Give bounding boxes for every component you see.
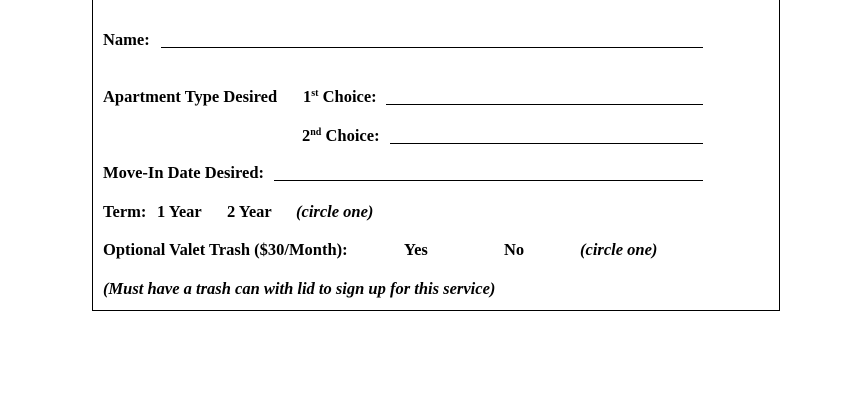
name-label: Name: bbox=[103, 30, 150, 49]
second-choice-field[interactable] bbox=[392, 124, 701, 142]
term-option-1-year[interactable]: 1 Year bbox=[157, 202, 202, 221]
move-in-date-field[interactable] bbox=[276, 161, 701, 179]
trash-can-note: (Must have a trash can with lid to sign up for this service) bbox=[103, 279, 496, 298]
term-circle-note: (circle one) bbox=[296, 202, 374, 221]
term-option-2-year[interactable]: 2 Year bbox=[227, 202, 272, 221]
move-in-date-label: Move-In Date Desired: bbox=[103, 163, 264, 182]
valet-circle-note: (circle one) bbox=[580, 240, 658, 259]
name-field[interactable] bbox=[163, 28, 701, 46]
apartment-type-label: Apartment Type Desired bbox=[103, 87, 278, 106]
first-choice-underline bbox=[386, 104, 703, 105]
term-label: Term: bbox=[103, 202, 147, 221]
second-choice-underline bbox=[390, 143, 703, 144]
name-underline bbox=[161, 47, 703, 48]
valet-yes-option[interactable]: Yes bbox=[404, 240, 428, 259]
second-choice-label: 2nd Choice: bbox=[302, 126, 380, 145]
move-in-date-underline bbox=[274, 180, 703, 181]
valet-no-option[interactable]: No bbox=[504, 240, 525, 259]
valet-trash-label: Optional Valet Trash ($30/Month): bbox=[103, 240, 348, 259]
first-choice-field[interactable] bbox=[388, 85, 701, 103]
first-choice-label: 1st Choice: bbox=[303, 87, 377, 106]
